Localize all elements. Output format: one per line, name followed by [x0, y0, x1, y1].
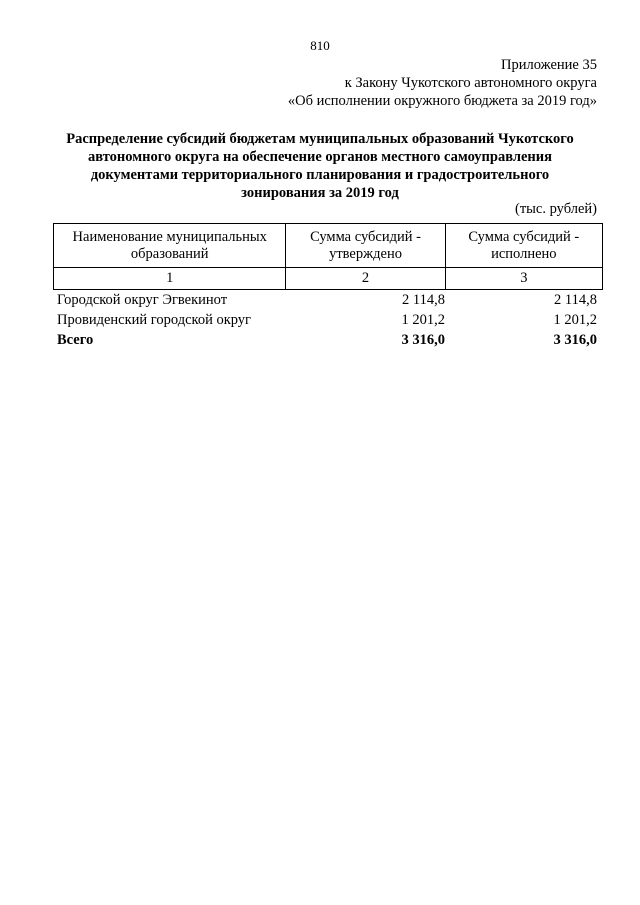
column-number-1: 1	[54, 268, 286, 290]
header-municipality-line-2: образований	[130, 245, 209, 262]
appendix-line-2: к Закону Чукотского автономного округа	[344, 75, 597, 91]
table-row	[53, 290, 597, 310]
subsidy-table-header	[53, 223, 603, 290]
document-title	[40, 130, 600, 202]
page-number: 810	[310, 38, 330, 53]
row-approved-amount: 1 201,2	[401, 312, 445, 328]
row-executed-amount: 1 201,2	[553, 312, 597, 328]
title-line-1: Распределение субсидий бюджетам муниципальных образований Чукотского	[66, 131, 574, 147]
title-line-3: документами территориального планирования и градостроительного	[90, 167, 550, 183]
appendix-line-1: Приложение 35	[501, 57, 597, 73]
total-label: Всего	[57, 332, 94, 348]
appendix-line-3: «Об исполнении окружного бюджета за 2019 год»	[287, 93, 597, 109]
table-row	[53, 310, 597, 330]
row-approved-amount: 2 114,8	[402, 292, 445, 308]
header-approved-line-1: Сумма субсидий -	[310, 228, 421, 245]
column-number-row	[54, 268, 603, 290]
title-line-4: зонирования за 2019 год	[241, 185, 399, 201]
appendix-reference	[288, 56, 597, 110]
row-municipality-name: Городской округ Эгвекинот	[57, 292, 228, 308]
row-executed-amount: 2 114,8	[554, 292, 597, 308]
header-executed-line-2: исполнено	[491, 245, 557, 262]
column-number-3: 3	[445, 268, 602, 290]
header-municipality-line-1: Наименование муниципальных	[72, 228, 267, 245]
header-row	[54, 224, 603, 268]
header-executed-line-1: Сумма субсидий -	[468, 228, 580, 245]
header-municipality	[54, 224, 286, 268]
total-executed-amount: 3 316,0	[553, 332, 597, 348]
column-number-2: 2	[286, 268, 445, 290]
row-municipality-name: Провиденский городской округ	[57, 312, 252, 328]
header-executed	[445, 224, 602, 268]
total-row	[53, 330, 597, 350]
units-label: (тыс. рублей)	[515, 201, 597, 217]
subsidy-table-body	[53, 290, 597, 350]
header-approved	[286, 224, 445, 268]
header-approved-line-2: утверждено	[329, 245, 402, 262]
total-approved-amount: 3 316,0	[401, 332, 445, 348]
title-line-2: автономного округа на обеспечение органов местного самоуправления	[88, 149, 552, 165]
